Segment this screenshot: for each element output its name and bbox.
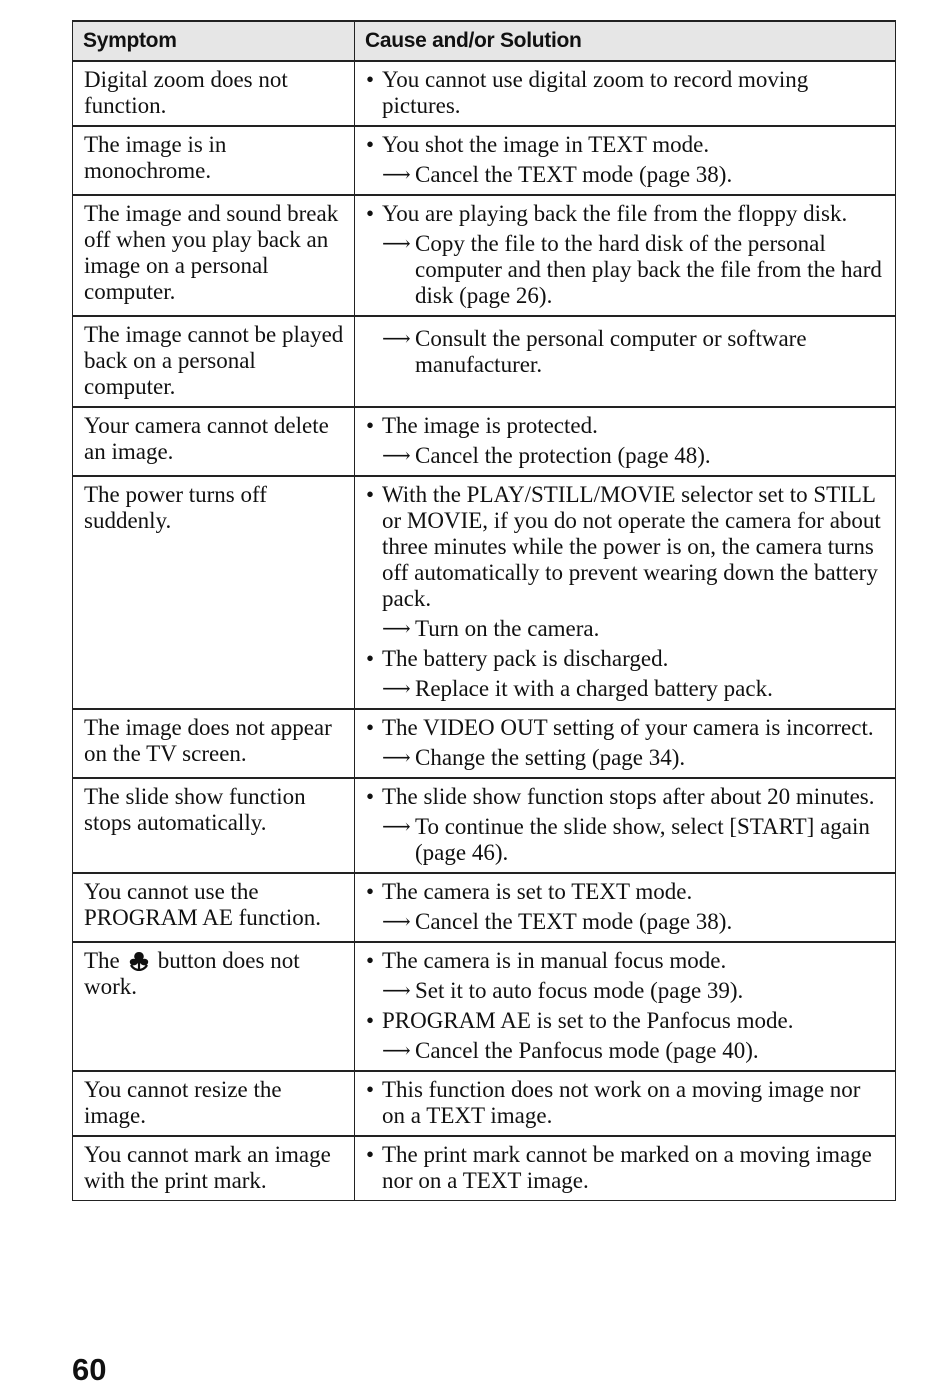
item-text: To continue the slide show, select [START] again (page 46).: [415, 814, 870, 865]
header-symptom: Symptom: [73, 21, 355, 61]
symptom-text: Your camera cannot delete an image.: [84, 413, 329, 464]
cause-item: [366, 1008, 885, 1034]
header-cause-solution: Cause and/or Solution: [355, 21, 896, 61]
symptom-text: The image and sound break off when you play back an image on a personal computer.: [84, 201, 339, 304]
bullet-icon: •: [366, 715, 375, 740]
item-text: You cannot use digital zoom to record moving pictures.: [382, 67, 809, 118]
solution-item: [366, 162, 885, 188]
symptom-text: The slide show function stops automatically.: [84, 784, 306, 835]
item-text: Cancel the TEXT mode (page 38).: [415, 909, 733, 934]
item-text: Cancel the Panfocus mode (page 40).: [415, 1038, 759, 1063]
arrow-right-icon: ⟶: [382, 233, 409, 255]
item-text: The VIDEO OUT setting of your camera is incorrect.: [382, 715, 874, 740]
symptom-cell: [73, 942, 355, 1071]
bullet-icon: •: [366, 879, 375, 904]
arrow-right-icon: ⟶: [382, 747, 409, 769]
symptom-cell: [73, 195, 355, 316]
table-row: [73, 476, 896, 709]
bullet-icon: •: [366, 413, 375, 438]
solution-cell: [355, 1136, 896, 1201]
bullet-icon: •: [366, 67, 375, 92]
cause-item: [366, 1142, 885, 1194]
item-text: The camera is set to TEXT mode.: [382, 879, 693, 904]
symptom-text: The image is in monochrome.: [84, 132, 227, 183]
solution-item: [366, 231, 885, 309]
solution-item: [366, 978, 885, 1004]
item-text: Change the setting (page 34).: [415, 745, 686, 770]
macro-flower-icon: [126, 949, 152, 971]
table-row: [73, 316, 896, 407]
solution-cell: [355, 942, 896, 1071]
solution-item: [366, 1038, 885, 1064]
solution-cell: [355, 195, 896, 316]
item-text: You are playing back the file from the floppy disk.: [382, 201, 848, 226]
solution-item: [366, 616, 885, 642]
cause-item: [366, 201, 885, 227]
table-row: [73, 61, 896, 126]
symptom-text: button does not work.: [84, 948, 300, 999]
solution-cell: [355, 709, 896, 778]
item-text: This function does not work on a moving image nor on a TEXT image.: [382, 1077, 861, 1128]
solution-item: [366, 443, 885, 469]
solution-cell: [355, 873, 896, 942]
troubleshooting-table: [72, 20, 896, 1201]
bullet-icon: •: [366, 482, 375, 507]
solution-cell: [355, 126, 896, 195]
symptom-text: Digital zoom does not function.: [84, 67, 288, 118]
arrow-right-icon: ⟶: [382, 328, 409, 350]
item-text: Cancel the TEXT mode (page 38).: [415, 162, 733, 187]
symptom-cell: [73, 407, 355, 476]
cause-item: [366, 646, 885, 672]
symptom-cell: [73, 1071, 355, 1136]
table-row: [73, 709, 896, 778]
solution-cell: [355, 476, 896, 709]
arrow-right-icon: ⟶: [382, 911, 409, 933]
solution-cell: [355, 61, 896, 126]
solution-item: [366, 326, 885, 378]
arrow-right-icon: ⟶: [382, 445, 409, 467]
cause-item: [366, 1077, 885, 1129]
table-row: [73, 1071, 896, 1136]
item-text: You shot the image in TEXT mode.: [382, 132, 710, 157]
item-text: The battery pack is discharged.: [382, 646, 669, 671]
table-header-row: [73, 21, 896, 61]
table-body: [73, 61, 896, 1201]
symptom-cell: [73, 61, 355, 126]
symptom-text: The image cannot be played back on a personal computer.: [84, 322, 344, 399]
bullet-icon: •: [366, 1008, 375, 1033]
solution-item: [366, 745, 885, 771]
item-text: PROGRAM AE is set to the Panfocus mode.: [382, 1008, 794, 1033]
symptom-cell: [73, 778, 355, 873]
cause-item: [366, 482, 885, 612]
symptom-cell: [73, 1136, 355, 1201]
solution-cell: [355, 1071, 896, 1136]
solution-item: [366, 814, 885, 866]
cause-item: [366, 948, 885, 974]
table-row: [73, 126, 896, 195]
item-text: The print mark cannot be marked on a moving image nor on a TEXT image.: [382, 1142, 872, 1193]
symptom-cell: [73, 126, 355, 195]
solution-item: [366, 676, 885, 702]
item-text: Copy the file to the hard disk of the personal computer and then play back the file from the hard disk (page 26).: [415, 231, 882, 308]
cause-item: [366, 784, 885, 810]
item-text: Turn on the camera.: [415, 616, 600, 641]
cause-item: [366, 879, 885, 905]
arrow-right-icon: ⟶: [382, 678, 409, 700]
item-text: Cancel the protection (page 48).: [415, 443, 711, 468]
table-row: [73, 1136, 896, 1201]
cause-item: [366, 67, 885, 119]
table-row: [73, 407, 896, 476]
symptom-text: The power turns off suddenly.: [84, 482, 267, 533]
page-number: 60: [72, 1352, 107, 1387]
table-row: [73, 942, 896, 1071]
solution-item: [366, 909, 885, 935]
solution-cell: [355, 316, 896, 407]
item-text: With the PLAY/STILL/MOVIE selector set to STILL or MOVIE, if you do not operate the camera for about three minutes while the power is on, the camera turns off automatically to prevent wearing down the battery pack.: [382, 482, 881, 611]
arrow-right-icon: ⟶: [382, 164, 409, 186]
arrow-right-icon: ⟶: [382, 618, 409, 640]
item-text: The image is protected.: [382, 413, 598, 438]
bullet-icon: •: [366, 1142, 375, 1167]
symptom-text: You cannot mark an image with the print mark.: [84, 1142, 331, 1193]
symptom-cell: [73, 476, 355, 709]
cause-item: [366, 715, 885, 741]
table-row: [73, 873, 896, 942]
bullet-icon: •: [366, 948, 375, 973]
bullet-icon: •: [366, 132, 375, 157]
bullet-icon: •: [366, 201, 375, 226]
symptom-text: You cannot use the PROGRAM AE function.: [84, 879, 322, 930]
solution-cell: [355, 778, 896, 873]
symptom-cell: [73, 873, 355, 942]
bullet-icon: •: [366, 1077, 375, 1102]
arrow-right-icon: ⟶: [382, 816, 409, 838]
symptom-text: The image does not appear on the TV screen.: [84, 715, 332, 766]
table-row: [73, 195, 896, 316]
cause-item: [366, 132, 885, 158]
item-text: Consult the personal computer or software manufacturer.: [415, 326, 807, 377]
symptom-cell: [73, 316, 355, 407]
item-text: The camera is in manual focus mode.: [382, 948, 727, 973]
arrow-right-icon: ⟶: [382, 980, 409, 1002]
solution-cell: [355, 407, 896, 476]
item-text: Replace it with a charged battery pack.: [415, 676, 773, 701]
bullet-icon: •: [366, 646, 375, 671]
symptom-text: The: [84, 948, 120, 973]
table-row: [73, 778, 896, 873]
arrow-right-icon: ⟶: [382, 1040, 409, 1062]
bullet-icon: •: [366, 784, 375, 809]
symptom-cell: [73, 709, 355, 778]
cause-item: [366, 413, 885, 439]
item-text: The slide show function stops after about 20 minutes.: [382, 784, 875, 809]
item-text: Set it to auto focus mode (page 39).: [415, 978, 744, 1003]
symptom-text: You cannot resize the image.: [84, 1077, 282, 1128]
